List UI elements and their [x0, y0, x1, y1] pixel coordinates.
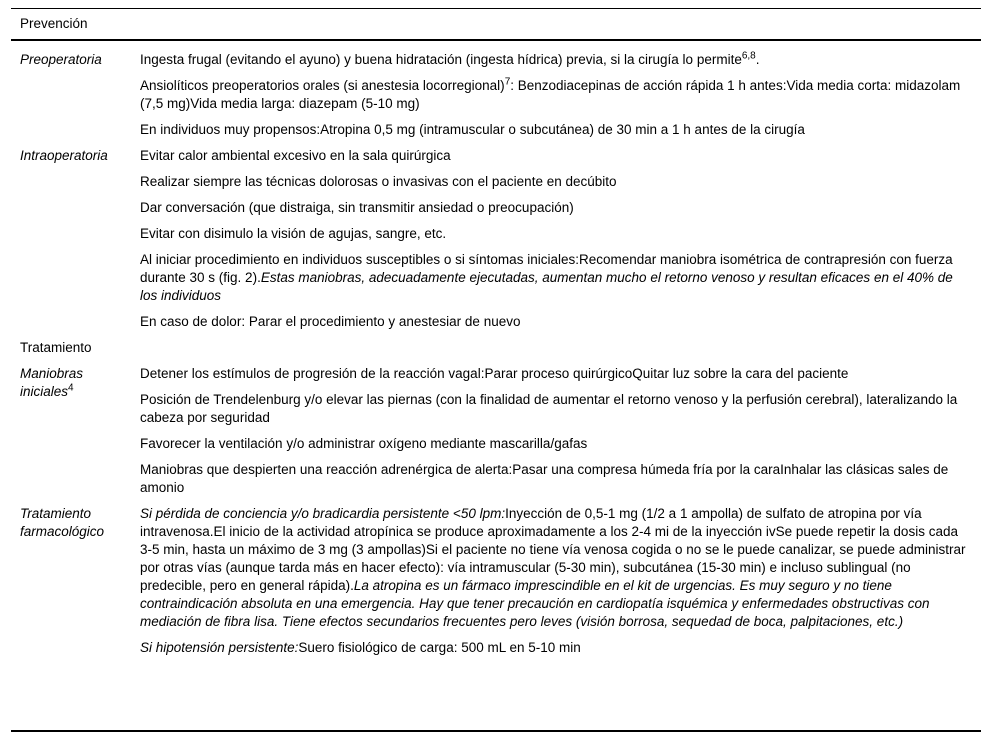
row-content: [140, 365, 981, 505]
entry-paragraph: [140, 461, 967, 497]
text-run: La atropina es un fármaco imprescindible en el kit de urgencias. Es muy seguro y no tiene contraindicación absoluta en una emergencia. Hay que tener precaución en cardiopatía isquémica y enfermedades obstructivas con mediación de fibra lisa. Tiene efectos secundarios frecuentes pero leves (visión borrosa, sequedad de boca, palpitaciones, etc.): [140, 578, 930, 629]
text-run: Evitar con disimulo la visión de agujas, sangre, etc.: [140, 226, 447, 241]
text-run: .: [755, 52, 760, 67]
entry-paragraph: [140, 435, 967, 453]
reference-superscript: 7: [504, 76, 511, 88]
entry-paragraph: [140, 147, 967, 165]
text-run: Maniobras que despierten una reacción adrenérgica de alerta:Pasar una compresa húmeda fría por la caraInhalar las clásicas sales de amonio: [140, 462, 949, 495]
entry-paragraph: [140, 173, 967, 191]
table-row: [11, 505, 981, 665]
row-content: [140, 147, 981, 339]
text-run: Posición de Trendelenburg y/o elevar las piernas (con la finalidad de aumentar el retorno venoso y la perfusión cerebral), lateralizando la cabeza por seguridad: [140, 392, 958, 425]
entry-paragraph: [140, 365, 967, 383]
entry-paragraph: [140, 121, 967, 139]
row-label: [11, 505, 140, 541]
entry-paragraph: [140, 639, 967, 657]
text-run: En individuos muy propensos:Atropina 0,5 mg (intramuscular o subcutánea) de 30 min a 1 h antes de la cirugía: [140, 122, 805, 137]
row-label: [11, 365, 140, 401]
reference-superscript: 6,8: [741, 50, 756, 62]
entry-paragraph: [140, 77, 967, 113]
article-table-page: [0, 8, 992, 732]
text-run: Estas maniobras, adecuadamente ejecutadas, aumentan mucho el retorno venoso y resultan eficaces en el 40% de los individuos: [140, 270, 953, 303]
entry-paragraph: [140, 505, 967, 631]
text-run: Tratamiento farmacológico: [20, 506, 105, 539]
text-run: En caso de dolor: Parar el procedimiento y anestesiar de nuevo: [140, 314, 521, 329]
row-content: [140, 51, 981, 147]
entry-paragraph: [140, 251, 967, 305]
entry-paragraph: [140, 225, 967, 243]
entry-paragraph: [140, 313, 967, 331]
text-run: Ingesta frugal (evitando el ayuno) y buena hidratación (ingesta hídrica) previa, si la cirugía lo permite: [140, 52, 742, 67]
text-run: Si pérdida de conciencia y/o bradicardia persistente <50 lpm:: [140, 506, 506, 521]
text-run: Si hipotensión persistente:: [140, 640, 299, 655]
entry-paragraph: [140, 51, 967, 69]
table-body: [11, 41, 981, 669]
row-label: [11, 51, 140, 69]
text-run: Dar conversación (que distraiga, sin transmitir ansiedad o preocupación): [140, 200, 574, 215]
table-header-title: Prevención: [20, 16, 88, 31]
text-run: Tratamiento: [20, 340, 92, 355]
entry-paragraph: [140, 199, 967, 217]
table-header-row: [11, 9, 981, 41]
text-run: Maniobras iniciales: [20, 366, 84, 399]
text-run: Evitar calor ambiental excesivo en la sala quirúrgica: [140, 148, 451, 163]
table-row: [11, 147, 981, 339]
prevention-treatment-table: [11, 8, 981, 732]
table-row: [11, 365, 981, 505]
text-run: Al iniciar procedimiento en individuos susceptibles o si síntomas iniciales:Recomendar maniobra isométrica de contrapresión con fuerza durante 30 s (fig. 2).: [140, 252, 953, 285]
text-run: Intraoperatoria: [20, 148, 108, 163]
text-run: Favorecer la ventilación y/o administrar oxígeno mediante mascarilla/gafas: [140, 436, 588, 451]
reference-superscript: 4: [68, 382, 74, 394]
table-row: [11, 51, 981, 147]
text-run: Detener los estímulos de progresión de la reacción vagal:Parar proceso quirúrgicoQuitar luz sobre la cara del paciente: [140, 366, 849, 381]
entry-paragraph: [140, 391, 967, 427]
text-run: Preoperatoria: [20, 52, 102, 67]
text-run: Suero fisiológico de carga: 500 mL en 5-10 min: [298, 640, 581, 655]
table-row: [11, 339, 981, 365]
row-label: [11, 339, 140, 357]
text-run: Inyección de 0,5-1 mg (1/2 a 1 ampolla) de sulfato de atropina por vía intravenosa.El inicio de la actividad atropínica se produce aproximadamente a los 2-4 mi de la inyección ivSe puede repetir la dosis cada 3-5 min, hasta un máximo de 3 mg (3 ampollas)Si el paciente no tiene vía venosa cogida o no se le puede canalizar, se puede administrar por otras vías (aunque tarda más en hacer efecto): vía intramuscular (5-30 min), subcutánea (15-30 min) e incluso sublingual (no predecible, pero en general rápida).: [140, 506, 966, 593]
text-run: : Benzodiacepinas de acción rápida 1 h antes:Vida media corta: midazolam (7,5 mg)Vida media larga: diazepam (5-10 mg): [140, 78, 961, 111]
text-run: Ansiolíticos preoperatorios orales (si anestesia locorregional): [140, 78, 505, 93]
row-content: [140, 505, 981, 665]
text-run: Realizar siempre las técnicas dolorosas o invasivas con el paciente en decúbito: [140, 174, 617, 189]
row-label: [11, 147, 140, 165]
